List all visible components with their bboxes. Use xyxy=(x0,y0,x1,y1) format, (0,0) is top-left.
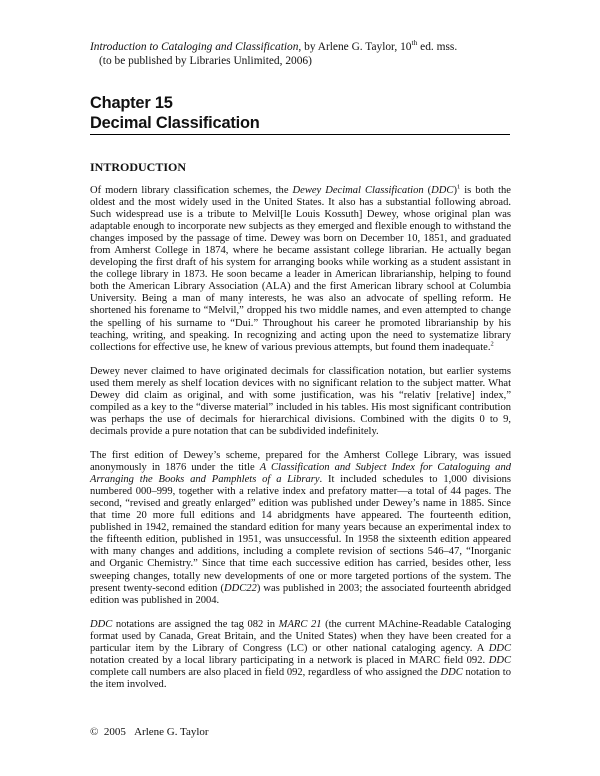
p3-text-3: ) was published in 2003; the associated fourteenth abridged edition was published in 2004. xyxy=(90,582,511,606)
copyright-author: Arlene G. Taylor xyxy=(134,726,209,738)
p1-text-1: Of modern library classification schemes, the xyxy=(90,185,293,196)
p4-text-3: notation created by a local library participating in a network is placed in MARC field 092. xyxy=(90,654,489,666)
body-text xyxy=(90,185,511,703)
chapter-divider xyxy=(90,134,510,135)
p4-text-1: notations are assigned the tag 082 in xyxy=(112,618,279,630)
page-footer xyxy=(90,725,209,739)
p4-italic-ddc-2: DDC xyxy=(488,642,511,654)
header-line-1 xyxy=(90,40,530,54)
running-header xyxy=(90,40,530,68)
header-publisher-line: (to be published by Libraries Unlimited, 2006) xyxy=(99,55,312,67)
p1-text-2: ( xyxy=(423,185,432,196)
edition-superscript: th xyxy=(411,38,418,48)
chapter-title: Decimal Classification xyxy=(90,114,260,132)
header-edition: ed. mss. xyxy=(417,41,458,53)
p1-italic-ddc: DDC xyxy=(431,185,454,196)
copyright-symbol: © xyxy=(90,726,99,738)
header-byline: , by Arlene G. Taylor, 10 xyxy=(298,41,412,53)
p3-text-2: . It included schedules to 1,000 divisions numbered 000–999, together with a relative index and prefatory matter—a total of 44 pages. The second, “revised and greatly enlarged” edition was published under Dewey’s name in 1885. Since that time 20 more full editions and 14 abridgments have appeared. The fourteenth edition, published in 1942, remained the standard edition for many years because an experimental index to the fifteenth edition, published in 1951, was unsuccessful. In 1958 the sixteenth edition appeared with many changes and additions, including a complete revision of sections 546–47, “Inorganic and Organic Chemistry.” Since that time each successive edition has carried, besides other, less sweeping changes, totally new developments of one or more targeted portions of the system. The present twenty-second edition ( xyxy=(90,474,512,594)
book-title: Introduction to Cataloging and Classification xyxy=(90,41,299,53)
paragraph-2: Dewey never claimed to have originated decimals for classification notation, but earlier systems used them merely as shelf location devices with no significant relation to the subject matter. What Dewey did claim as original, and with some justification, was his “relativ [relative] index,” compiled as a key to the “diverse material” included in his tables. His most significant contribution was perhaps the use of decimals for hierarchical divisions. Combined with the digits 0 to 9, decimals provide a pure notation that can be subdivided indefinitely. xyxy=(90,365,511,437)
section-heading: INTRODUCTION xyxy=(90,160,187,174)
footnote-ref-2[interactable]: 2 xyxy=(490,340,494,348)
p1-italic-ddc-title: Dewey Decimal Classification xyxy=(292,185,424,196)
p1-text-3: ) xyxy=(453,185,457,196)
chapter-heading xyxy=(90,93,260,133)
chapter-number: Chapter 15 xyxy=(90,94,173,112)
p4-text-2: (the current MAchine-Readable Cataloging format used by Canada, Great Britain, and the United States) when they have been created for a particular item by the Library of Congress (LC) or other national cataloging agency. A xyxy=(90,618,511,654)
p3-italic-ddc22: DDC22 xyxy=(223,582,257,594)
p4-italic-ddc-4: DDC xyxy=(440,666,463,678)
copyright-year: 2005 xyxy=(103,726,126,738)
paragraph-4 xyxy=(90,619,511,691)
p4-text-4: complete call numbers are also placed in field 092, regardless of who assigned the xyxy=(90,666,441,678)
p3-text-1: The first edition of Dewey’s scheme, prepared for the Amherst College Library, was issued anonymously in 1876 under the title xyxy=(90,450,511,474)
footnote-ref-1[interactable]: 1 xyxy=(456,183,461,191)
p4-italic-ddc-1: DDC xyxy=(90,618,113,630)
p1-text-4: is both the oldest and the most widely used in the United States. It also has a substantial following abroad. Such widespread use is a tribute to Melvil[le Louis Kossuth] Dewey, whose original plan was adaptable enough to incorporate new subjects as they emerged and flexible enough to withstand the changes imposed by the passage of time. Dewey was born on December 10, 1851, and graduated from Amherst College in 1874, where he became assistant college librarian. He actually began developing the first draft of his system for arranging books while working as a student assistant in the college library in 1873. He soon became a leader in American librarianship, helping to found both the American Library Association (ALA) and the first American library school at Columbia University. Being a man of many interests, he was also an advocate of spelling reform. He shortened his forename to “Melvil,” dropped his two middle names, and even attempted to change the spelling of his surname to “Dui.” Throughout his career he promoted librarianship by his teaching, writing, and speaking. In recognizing and acting upon the need to systematize library collections for effective use, he knew of various previous attempts, but found them inadequate. xyxy=(90,185,511,353)
p3-italic-first-edition-title: A Classification and Subject Index for Cataloguing and Arranging the Books and Pamphlets of a Library xyxy=(90,462,511,486)
p4-text-5: notation to the item involved. xyxy=(90,666,511,690)
paragraph-1 xyxy=(90,185,511,354)
paragraph-3 xyxy=(90,450,511,607)
p4-italic-ddc-3: DDC xyxy=(488,654,511,666)
p4-italic-marc21: MARC 21 xyxy=(278,618,322,630)
